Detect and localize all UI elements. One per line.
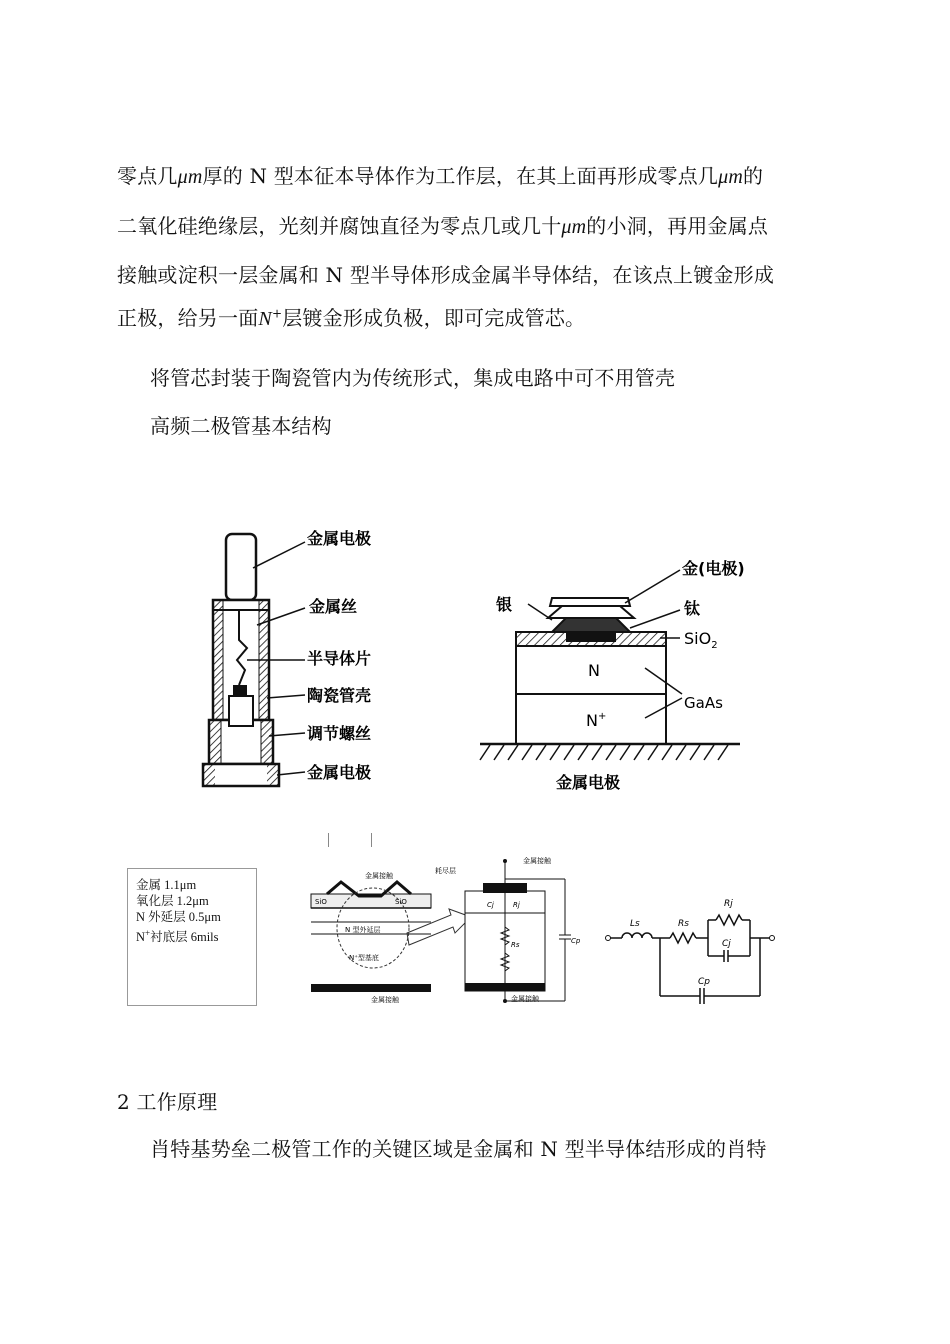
label-cj: Cj: [722, 939, 731, 949]
body-line-3: 接触或淀积一层金属和 N 型半导体形成金属半导体结，在该点上镀金形成: [117, 263, 775, 287]
label-silver: 银: [496, 595, 513, 614]
label-n-epi: N 型外延层: [345, 926, 381, 934]
unit-um: μm: [718, 166, 744, 188]
label-cp: Cp: [571, 937, 581, 945]
label-metal-electrode-top: 金属电极: [307, 529, 372, 548]
label-sio2-right: SiO: [395, 898, 407, 906]
unit-um: μm: [177, 166, 203, 188]
unit-um: μm: [561, 216, 587, 238]
device-equivalent-figure: [435, 855, 585, 1005]
body-para-2: 将管芯封装于陶瓷管内为传统形式，集成电路中可不用管壳: [150, 366, 676, 390]
chip-structure-figure: [470, 548, 760, 798]
label-adjust-screw: 调节螺丝: [307, 724, 372, 743]
label-n-layer: N: [588, 661, 600, 680]
body-para-4: 肖特基势垒二极管工作的关键区域是金属和 N 型半导体结形成的肖特: [150, 1137, 767, 1161]
svg-text:N+: N+: [586, 711, 607, 730]
layer-thickness-note: 金属 1.1μm 氧化层 1.2μm N 外延层 0.5μm N+衬底层 6mils: [127, 868, 257, 1006]
label-cj: Cj: [487, 901, 494, 909]
body-line-1: 零点几μm厚的 N 型本征本导体作为工作层，在其上面再形成零点几μm的: [117, 164, 764, 188]
equivalent-circuit-figure: [600, 890, 790, 1010]
label-ceramic-shell: 陶瓷管壳: [307, 686, 372, 705]
body-line-2: 二氧化硅绝缘层，光刻并腐蚀直径为零点几或几十μm的小洞，再用金属点: [117, 214, 769, 238]
label-rs: Rs: [678, 919, 689, 929]
label-metal-electrode-bottom: 金属电极: [307, 763, 372, 782]
body-para-3: 高频二极管基本结构: [150, 414, 332, 438]
label-metal-contact-bottom: 金属接触: [511, 995, 539, 1003]
label-sio2-left: SiO: [315, 898, 327, 906]
label-n-substrate: N⁺型基底: [349, 954, 379, 962]
label-rs: Rs: [511, 941, 520, 949]
label-gold-electrode: 金(电极): [682, 559, 745, 578]
svg-text:SiO2: SiO$_2$: [684, 629, 718, 651]
body-line-4: 正极，给另一面N+层镀金形成负极，即可完成管芯。: [117, 306, 586, 330]
diode-package-figure: [195, 520, 415, 795]
tick-mark: [328, 833, 329, 847]
tick-mark: [371, 833, 372, 847]
label-nplus-layer: N: [586, 711, 598, 730]
label-semiconductor-chip: 半导体片: [307, 649, 372, 668]
label-metal-contact-bottom: 金属接触: [371, 996, 399, 1004]
label-metal-electrode: 金属电极: [556, 773, 621, 792]
label-rj: Rj: [724, 899, 733, 909]
label-metal-wire: 金属丝: [309, 597, 358, 616]
label-metal-contact-top: 金属接触: [523, 857, 551, 865]
label-cp: Cp: [698, 977, 710, 987]
label-sio2: SiO: [684, 629, 712, 648]
section-title: 2 工作原理: [117, 1090, 218, 1114]
label-ls: Ls: [630, 919, 640, 929]
label-depletion-layer: 耗尽层: [435, 867, 456, 875]
label-gaas: GaAs: [684, 694, 723, 712]
label-titanium: 钛: [684, 599, 701, 618]
label-rj: Rj: [513, 901, 520, 909]
label-metal-contact-top: 金属接触: [365, 872, 393, 880]
